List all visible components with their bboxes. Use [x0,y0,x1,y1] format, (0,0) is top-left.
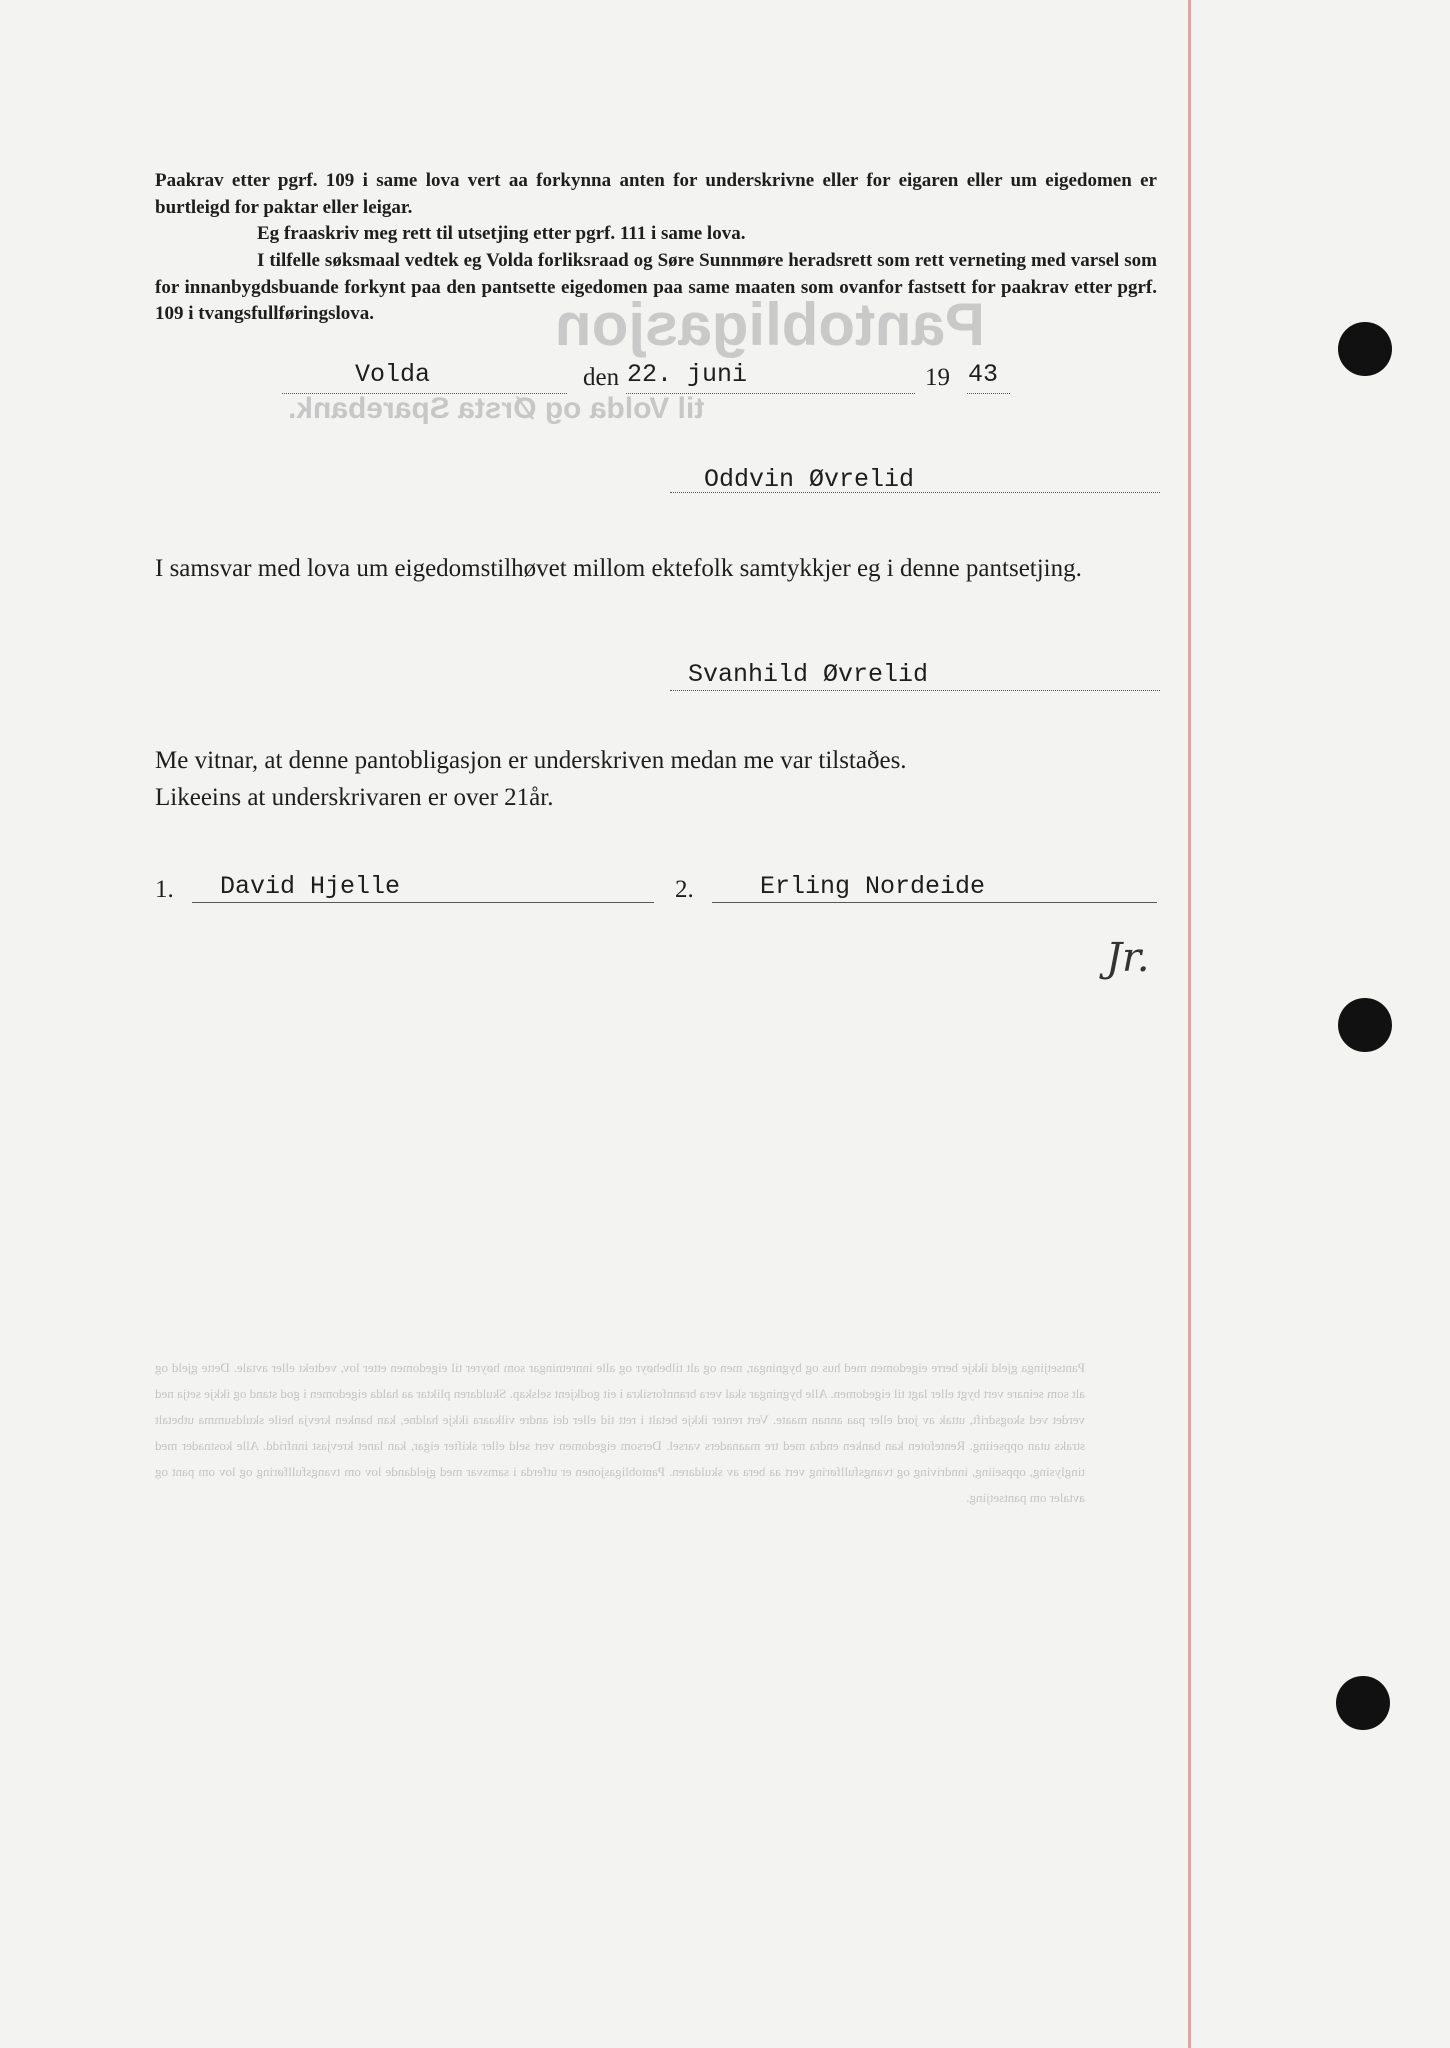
margin-rule [1188,0,1191,2048]
year-prefix: 19 [925,364,950,391]
initials: Jr. [1106,935,1150,981]
date-line [626,393,915,394]
punch-hole [1336,1676,1390,1730]
clause-verneting: I tilfelle søksmaal vedtek eg Volda forliksraad og Søre Sunnmøre heradsrett som rett verneting med varsel som for innanbygdsbuande forkynt paa den pantsette eigedomen paa same maaten som ovanfor fastsett for paakrav etter pgrf. 109 i tvangsfullføringslova. [155,250,1157,324]
witness-2-name: Erling Nordeide [760,872,986,901]
signature-debtor: Oddvin Øvrelid [704,465,915,494]
showthrough-subheading: til Volda og Ørsta Sparebank. [288,392,705,425]
witness-statement-line2: Likeeins at underskrivaren er over 21 [155,784,530,811]
witness-statement-suffix: år. [529,784,554,811]
witness-2-line [712,902,1157,903]
signature-debtor-line [670,492,1160,493]
date-label: den [583,364,620,391]
date: 22. juni [627,360,748,389]
witness-1-line [192,902,654,903]
witness-2-number: 2. [675,876,694,903]
year-line [967,393,1010,394]
clause-fraaskriv: Eg fraaskriv meg rett til utsetjing etter pgrf. 111 i same lova. [257,223,746,244]
punch-hole [1338,998,1392,1052]
consent-text: I samsvar med lova um eigedomstilhøvet millom ektefolk samtykkjer eg i denne pantsetjing. [155,555,1082,582]
witness-statement-line1: Me vitnar, at denne pantobligasjon er underskriven medan me var tilstaðes. [155,747,907,774]
showthrough-heading: Pantobligasjon [555,291,986,358]
signature-spouse-line [670,690,1160,691]
witness-1-number: 1. [155,876,174,903]
clause-paakrav: Paakrav etter pgrf. 109 i same lova vert aa forkynna anten for underskrivne eller for eigaren eller um eigedomen er burtleigd for paktar eller leigar. [155,170,1157,218]
place-line [282,393,567,394]
witness-statement [155,742,1159,816]
place: Volda [355,360,431,389]
punch-hole [1338,322,1392,376]
signature-spouse: Svanhild Øvrelid [688,660,929,689]
showthrough-text: Pantsetjinga gjeld ikkje berre eigedomen med hus og bygningar, men og alt tilbehøyr og alle innretningar som høyrer til eigedomen etter lov, vedtekt eller avtale. Dette gjeld og alt som seinare vert bygt eller lagt til eigedomen. Alle bygningar skal vera brannforsikra i eit godkjent selskap. Skuldaren pliktar aa halda eigedomen i god stand og ikkje setja ned verdet ved skogsdrift, uttak av jord eller paa annan maate. Vert renter ikkje betalt i rett tid eller dei andre vilkaara ikkje haldne, kan banken krevja heile skuldsumma utbetalt straks utan oppseiing. Rentefoten kan banken endra med tre maanaders varsel. Dersom eigedomen vert seld eller skifter eigar, kan lanet krevjast innfridd. Alle kostnader med tinglysing, oppseiing, inndriving og tvangsfullføring vert aa bera av skuldaren. Pantobligasjonen er utferda i samsvar med gjeldande lov om tvangsfullføring og lov om pant og avtaler om pantsetjing. [155,1360,1085,1505]
witness-1-name: David Hjelle [220,872,401,901]
year-suffix: 43 [968,360,999,389]
